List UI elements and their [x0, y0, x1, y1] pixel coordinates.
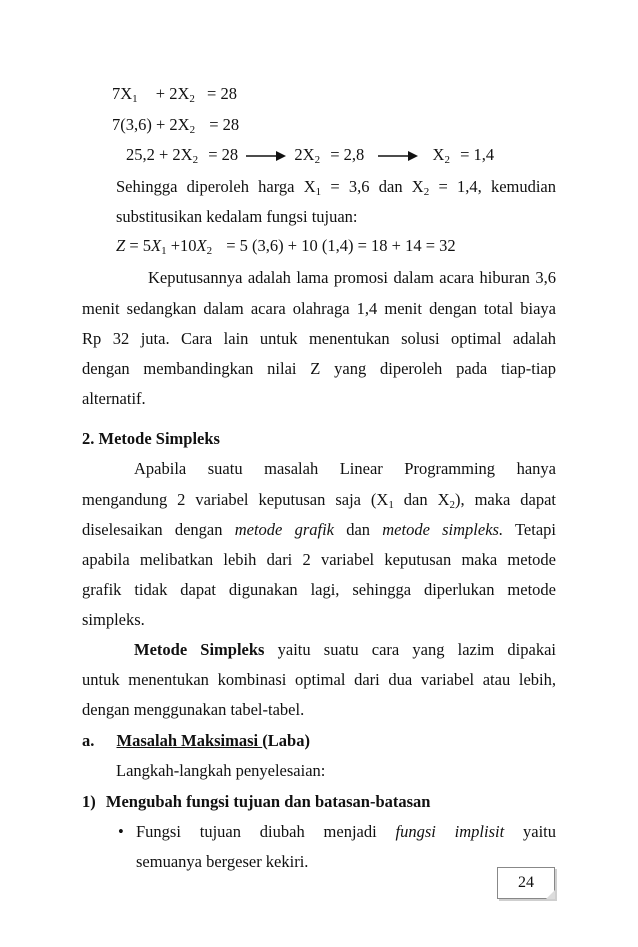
step-1-heading: 1) Mengubah fungsi tujuan dan batasan-batasan [82, 792, 431, 811]
paragraph-1-line-4: dengan membandingkan nilai Z yang diperoleh pada tiap-tiap [82, 359, 556, 378]
section-heading-metode-simpleks: 2. Metode Simpleks [82, 429, 220, 448]
paragraph-2-line-1: Apabila suatu masalah Linear Programming hanya [134, 459, 556, 478]
page-number-box [497, 867, 555, 899]
paragraph-1-line-3: Rp 32 juta. Cara lain untuk menentukan solusi optimal adalah [82, 329, 556, 348]
equation-line-2: $7(3,6) + 2X_2 = 28$ [112, 115, 240, 136]
paragraph-1-line-1: Keputusannya adalah lama promosi dalam acara hiburan 3,6 [148, 268, 556, 287]
paragraph-1-line-5: alternatif. [82, 389, 146, 408]
paragraph-3-line-1: Metode Simpleks yaitu suatu cara yang lazim dipakai [134, 640, 556, 659]
right-arrow-icon [378, 150, 418, 162]
result-line-2: substitusikan kedalam fungsi tujuan: [116, 207, 358, 226]
equation-line-3: $25,2 + 2X_2 = 28$ $2X_2 = 2,8$ $X_2 = 1,4$ [126, 145, 495, 166]
paragraph-2-line-2: mengandung 2 variabel keputusan saja ($X_1$ dan $X_2$), maka dapat [82, 490, 556, 511]
paragraph-2-line-4: apabila melibatkan lebih dari 2 variabel keputusan maka metode [82, 550, 556, 569]
page-number: 24 [518, 874, 534, 891]
bullet-1-line-2: semuanya bergeser kekiri. [136, 852, 309, 871]
paragraph-1-line-2: menit sedangkan dalam acara olahraga 1,4 menit dengan total biaya [82, 299, 556, 318]
section-a-heading: a. Masalah Maksimasi (Laba) [82, 731, 310, 750]
paragraph-2-line-5: grafik tidak dapat digunakan lagi, sehingga diperlukan metode [82, 580, 556, 599]
result-line-1: Sehingga diperoleh harga $X_1 = 3,6$ dan $X_2 = 1,4$, kemudian [116, 177, 557, 198]
bullet-icon: • [118, 822, 124, 841]
paragraph-3-line-3: dengan menggunakan tabel-tabel. [82, 700, 305, 719]
equation-line-1: $7X_1 + 2X_2 = 28$ [112, 84, 237, 105]
steps-intro: Langkah-langkah penyelesaian: [116, 761, 326, 780]
bullet-1-line-1: Fungsi tujuan diubah menjadi fungsi implisit yaitu [136, 822, 556, 841]
objective-function-equation: $Z = 5X_1 +10X_2 = 5$ (3,6) + 10 (1,4) = 18 + 14 = 32 [116, 236, 456, 257]
paragraph-2-line-3: diselesaikan dengan metode grafik dan metode simpleks. Tetapi [82, 520, 556, 539]
right-arrow-icon [246, 150, 286, 162]
paragraph-2-line-6: simpleks. [82, 610, 145, 629]
paragraph-3-line-2: untuk menentukan kombinasi optimal dari dua variabel atau lebih, [82, 670, 556, 689]
